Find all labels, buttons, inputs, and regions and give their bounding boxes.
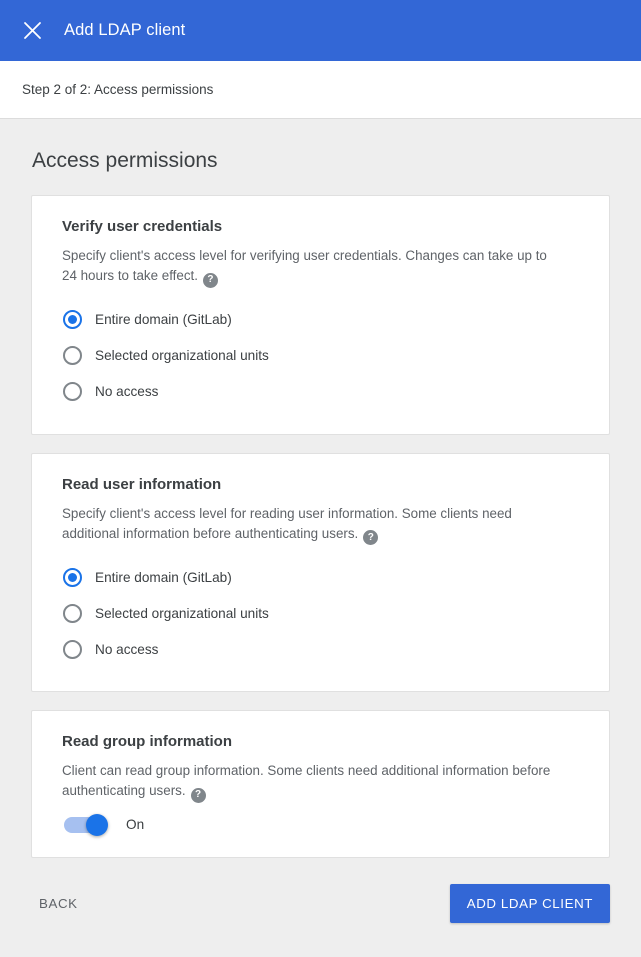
card-description-text: Specify client's access level for verifying user credentials. Changes can take up to 24 hours to take effect. (62, 248, 547, 283)
card-verify-user-credentials (31, 195, 610, 435)
help-icon[interactable]: ? (203, 273, 218, 288)
radio-option-label: No access (95, 641, 159, 657)
radio-option-entire-domain[interactable] (62, 559, 579, 595)
dialog-footer (31, 876, 610, 923)
add-ldap-client-button[interactable]: ADD LDAP CLIENT (450, 884, 610, 923)
dialog-content (0, 149, 641, 923)
card-description (62, 246, 562, 288)
radio-button-icon[interactable] (63, 604, 82, 623)
radio-button-icon[interactable] (63, 310, 82, 329)
card-title: Read user information (62, 475, 222, 493)
radio-button-icon[interactable] (63, 346, 82, 365)
help-icon[interactable]: ? (363, 530, 378, 545)
card-description (62, 761, 562, 803)
radio-button-icon[interactable] (63, 382, 82, 401)
close-icon[interactable] (18, 17, 46, 45)
card-description-text: Client can read group information. Some clients need additional information before authenticating users. (62, 763, 551, 798)
card-description-text: Specify client's access level for reading user information. Some clients need additional information before authenticating users. (62, 505, 512, 541)
card-read-user-information (31, 453, 610, 693)
radio-option-selected-ous[interactable] (62, 595, 579, 631)
radio-option-label: Entire domain (GitLab) (95, 569, 232, 585)
radio-option-selected-ous[interactable] (62, 338, 579, 374)
card-description (62, 504, 562, 546)
read-group-information-toggle[interactable] (64, 817, 106, 833)
radio-option-no-access[interactable] (62, 374, 579, 410)
radio-option-label: Entire domain (GitLab) (95, 312, 232, 327)
radio-option-label: Selected organizational units (95, 605, 269, 621)
help-icon[interactable]: ? (191, 788, 206, 803)
card-title: Verify user credentials (62, 218, 223, 235)
radio-button-icon[interactable] (63, 640, 82, 659)
dialog-header (0, 0, 641, 61)
back-button[interactable]: BACK (31, 886, 86, 921)
radio-option-entire-domain[interactable] (62, 302, 579, 338)
page-title: Access permissions (32, 149, 218, 172)
radio-option-label: No access (95, 384, 159, 399)
toggle-knob (86, 814, 108, 836)
toggle-row (62, 817, 579, 833)
step-indicator-bar (0, 61, 641, 119)
step-indicator-text: Step 2 of 2: Access permissions (22, 82, 214, 97)
radio-button-icon[interactable] (63, 568, 82, 587)
radio-option-label: Selected organizational units (95, 348, 269, 363)
card-read-group-information (31, 710, 610, 858)
toggle-state-label: On (126, 817, 145, 832)
card-title: Read group information (62, 733, 232, 750)
dialog-title: Add LDAP client (64, 21, 186, 39)
radio-option-no-access[interactable] (62, 631, 579, 667)
